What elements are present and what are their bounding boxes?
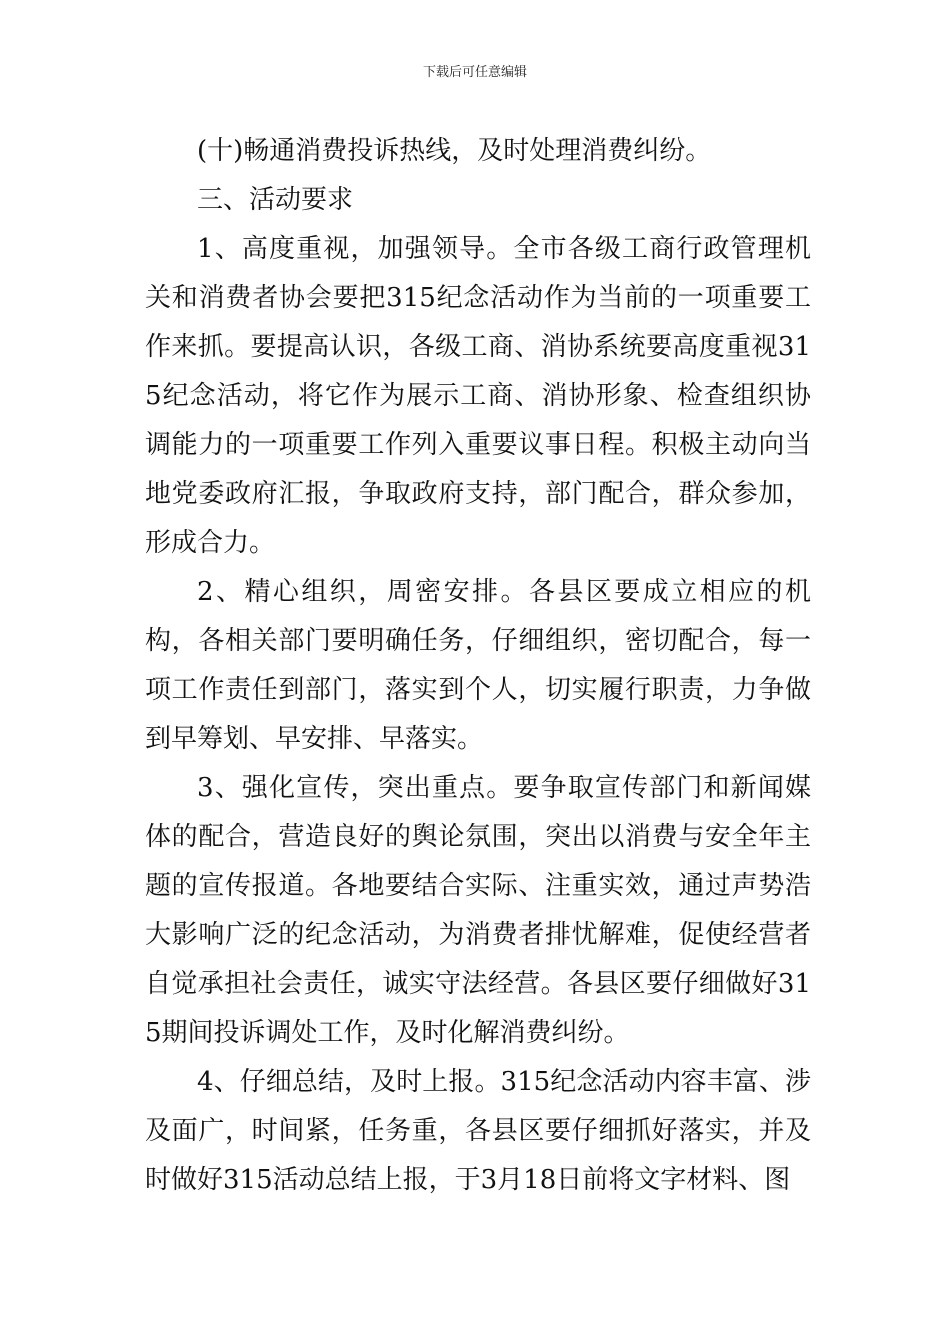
paragraph-item-ten: (十)畅通消费投诉热线，及时处理消费纠纷。	[197, 136, 712, 166]
section-heading-activity-requirements: 三、活动要求	[197, 185, 354, 215]
paragraph-requirement-1: 1、高度重视，加强领导。全市各级工商行政管理机关和消费者协会要把315纪念活动作为当前的一项重要工作来抓。要提高认识，各级工商、消协系统要高度重视315纪念活动，将它作为展示工商、消协形象、检查组织协调能力的一项重要工作列入重要议事日程。积极主动向当地党委政府汇报，争取政府支持，部门配合，群众参加，形成合力。	[145, 234, 811, 558]
paragraph-requirement-2: 2、精心组织，周密安排。各县区要成立相应的机构，各相关部门要明确任务，仔细组织，密切配合，每一项工作责任到部门，落实到个人，切实履行职责，力争做到早筹划、早安排、早落实。	[145, 577, 811, 754]
paragraph-requirement-4: 4、仔细总结，及时上报。315纪念活动内容丰富、涉及面广，时间紧，任务重，各县区要仔细抓好落实，并及时做好315活动总结上报，于3月18日前将文字材料、图	[145, 1067, 811, 1195]
paragraph-requirement-3: 3、强化宣传，突出重点。要争取宣传部门和新闻媒体的配合，营造良好的舆论氛围，突出以消费与安全年主题的宣传报道。各地要结合实际、注重实效，通过声势浩大影响广泛的纪念活动，为消费者排忧解难，促使经营者自觉承担社会责任，诚实守法经营。各县区要仔细做好315期间投诉调处工作，及时化解消费纠纷。	[145, 773, 811, 1048]
page-header: 下载后可任意编辑	[422, 65, 527, 80]
document-body	[145, 127, 811, 1205]
